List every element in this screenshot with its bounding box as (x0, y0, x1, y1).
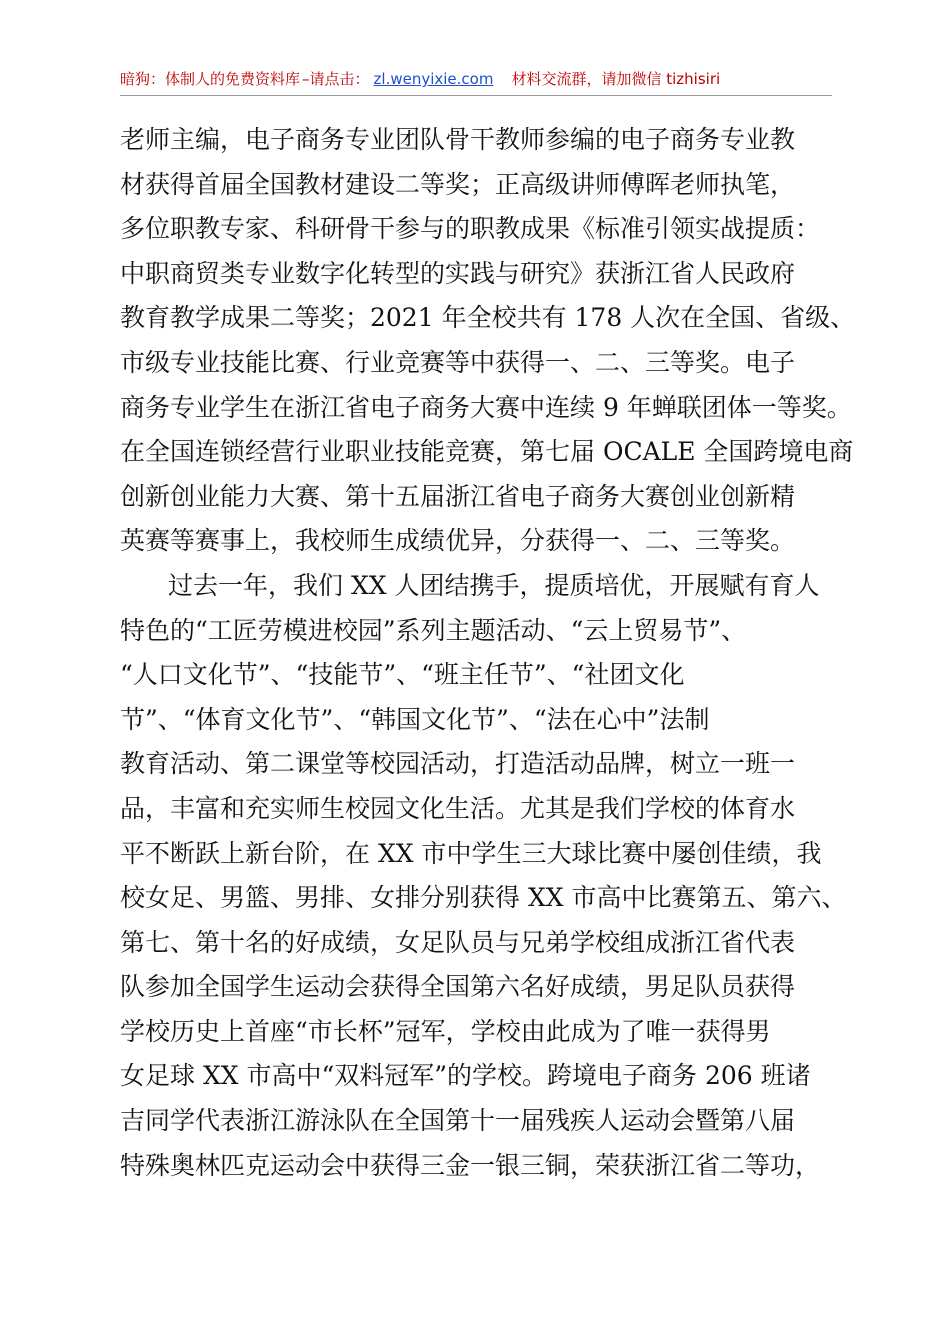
paragraph-2 (120, 564, 847, 1188)
text-line: 学校历史上首座“市长杯”冠军，学校由此成为了唯一获得男 (120, 1016, 771, 1046)
text-line: 在全国连锁经营行业职业技能竞赛，第七届 OCALE 全国跨境电商 (120, 437, 854, 467)
header-site-title: 暗狗：体制人的免费资料库 (120, 70, 301, 88)
document-body (120, 118, 856, 1188)
text-line: 商务专业学生在浙江省电子商务大赛中连续 9 年蝉联团体一等奖。 (120, 392, 852, 422)
text-line: 特殊奥林匹克运动会中获得三金一银三铜，荣获浙江省二等功， (120, 1150, 821, 1180)
text-line: 材获得首届全国教材建设二等奖；正高级讲师傅晖老师执笔， (120, 169, 796, 199)
header-click-label: –请点击： (302, 70, 370, 88)
page-header (120, 68, 832, 94)
text-line: 中职商贸类专业数字化转型的实践与研究》获浙江省人民政府 (120, 258, 796, 288)
text-line: 校女足、男篮、男排、女排分别获得 XX 市高中比赛第五、第六、 (120, 883, 847, 913)
header-link[interactable]: zl.wenyixie.com (373, 70, 494, 88)
text-line: 平不断跃上新台阶，在 XX 市中学生三大球比赛中屡创佳绩，我 (120, 838, 822, 868)
text-line: 女足球 XX 市高中“双料冠军”的学校。跨境电子商务 206 班诸 (120, 1061, 811, 1091)
text-line: 过去一年，我们 XX 人团结携手，提质培优，开展赋有育人 (168, 570, 820, 600)
text-line: “人口文化节”、“技能节”、“班主任节”、“社团文化 (120, 660, 685, 690)
header-divider (120, 95, 832, 96)
text-line: 节”、“体育文化节”、“韩国文化节”、“法在心中”法制 (120, 704, 710, 734)
text-line: 创新创业能力大赛、第十五届浙江省电子商务大赛创业创新精 (120, 481, 796, 511)
text-line: 英赛等赛事上，我校师生成绩优异，分获得一、二、三等奖。 (120, 526, 796, 556)
text-line: 市级专业技能比赛、行业竞赛等中获得一、二、三等奖。电子 (120, 347, 796, 377)
paragraph-1 (120, 118, 856, 564)
text-line: 吉同学代表浙江游泳队在全国第十一届残疾人运动会暨第八届 (120, 1106, 796, 1136)
text-line: 教育教学成果二等奖；2021 年全校共有 178 人次在全国、省级、 (120, 303, 856, 333)
text-line: 老师主编，电子商务专业团队骨干教师参编的电子商务专业教 (120, 125, 796, 154)
text-line: 特色的“工匠劳模进校园”系列主题活动、“云上贸易节”、 (120, 615, 747, 645)
text-line: 教育活动、第二课堂等校园活动，打造活动品牌，树立一班一 (120, 749, 796, 779)
text-line: 队参加全国学生运动会获得全国第六名好成绩，男足队员获得 (120, 972, 796, 1002)
text-line: 品，丰富和充实师生校园文化生活。尤其是我们学校的体育水 (120, 793, 796, 823)
text-line: 多位职教专家、科研骨干参与的职教成果《标准引领实战提质： (120, 214, 821, 244)
header-wechat-note: 材料交流群，请加微信 tizhisiri (511, 70, 721, 88)
text-line: 第七、第十名的好成绩，女足队员与兄弟学校组成浙江省代表 (120, 927, 796, 957)
